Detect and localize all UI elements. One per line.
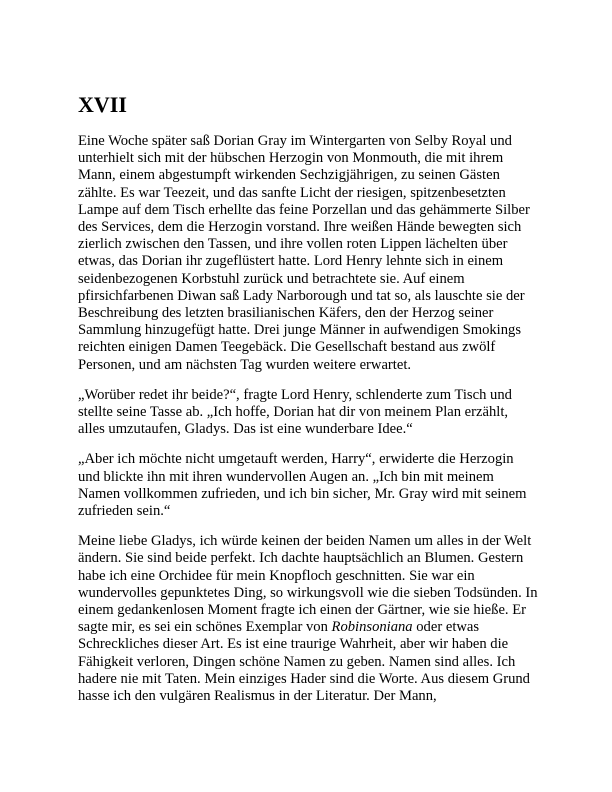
chapter-heading: XVII <box>78 92 127 117</box>
paragraph-2 <box>78 387 538 439</box>
document-page <box>78 92 538 718</box>
paragraph-1-text: Eine Woche später saß Dorian Gray im Wintergarten von Selby Royal und unterhielt sich mit der hübschen Herzogin von Monmouth, die mit ihrem Mann, einem abgestumpft wirkenden Sechzigjährigen, zu seinen Gästen zählte. Es war Teezeit, und das sanfte Licht der riesigen, spitzenbesetzten Lampe auf dem Tisch erhellte das feine Porzellan und das gehämmerte Silber des Services, dem die Herzogin vorstand. Ihre weißen Hände bewegten sich zierlich zwischen den Tassen, und ihre vollen roten Lippen lächelten über etwas, das Dorian ihr zugeflüstert hatte. Lord Henry lehnte sich in einem seidenbezogenen Korbstuhl zurück und betrachtete sie. Auf einem pfirsichfarbenen Diwan saß Lady Narborough und tat so, als lauschte sie der Beschreibung des letzten brasilianischen Käfers, den der Herzog seiner Sammlung hinzugefügt hatte. Drei junge Männer in aufwendigen Smokings reichten einigen Damen Teegebäck. Die Gesellschaft bestand aus zwölf Personen, und am nächsten Tag wurden weitere erwartet. <box>78 133 530 373</box>
paragraph-4 <box>78 533 538 705</box>
paragraph-4-text-end: oder etwas Schreckliches dieser Art. Es ist eine traurige Wahrheit, aber wir haben die Fähigkeit verloren, Dingen schöne Namen zu geben. Namen sind alles. Ich hadere nie mit Taten. Mein einziges Hader sind die Worte. Aus diesem Grund hasse ich den vulgären Realismus in der Literatur. Der Mann, <box>78 619 530 705</box>
paragraph-3-text: „Aber ich möchte nicht umgetauft werden, Harry“, erwiderte die Herzogin und blickte ihn mit ihren wundervollen Augen an. „Ich bin mit meinem Namen vollkommen zufrieden, und ich bin sicher, Mr. Gray wird mit seinem zufrieden sein.“ <box>78 451 527 520</box>
paragraph-2-text: „Worüber redet ihr beide?“, fragte Lord Henry, schlenderte zum Tisch und stellte seine Tasse ab. „Ich hoffe, Dorian hat dir von meinem Plan erzählt, alles umzutaufen, Gladys. Das ist eine wunderbare Idee.“ <box>78 386 512 438</box>
italic-term-robinsoniana: Robinsoniana <box>331 619 413 636</box>
paragraph-1 <box>78 133 538 374</box>
paragraph-4-text-start: Meine liebe Gladys, ich würde keinen der beiden Namen um alles in der Welt ändern. Sie sind beide perfekt. Ich dachte hauptsächlich an Blumen. Gestern habe ich eine Orchidee für mein Knopfloch geschnitten. Sie war ein wundervolles gepunktetes Ding, so wirkungsvoll wie die sieben Todsünden. In einem gedankenlosen Moment fragte ich einen der Gärtner, wie sie hieße. Er sagte mir, es sei ein schönes Exemplar von <box>78 533 538 636</box>
paragraph-3 <box>78 451 538 520</box>
